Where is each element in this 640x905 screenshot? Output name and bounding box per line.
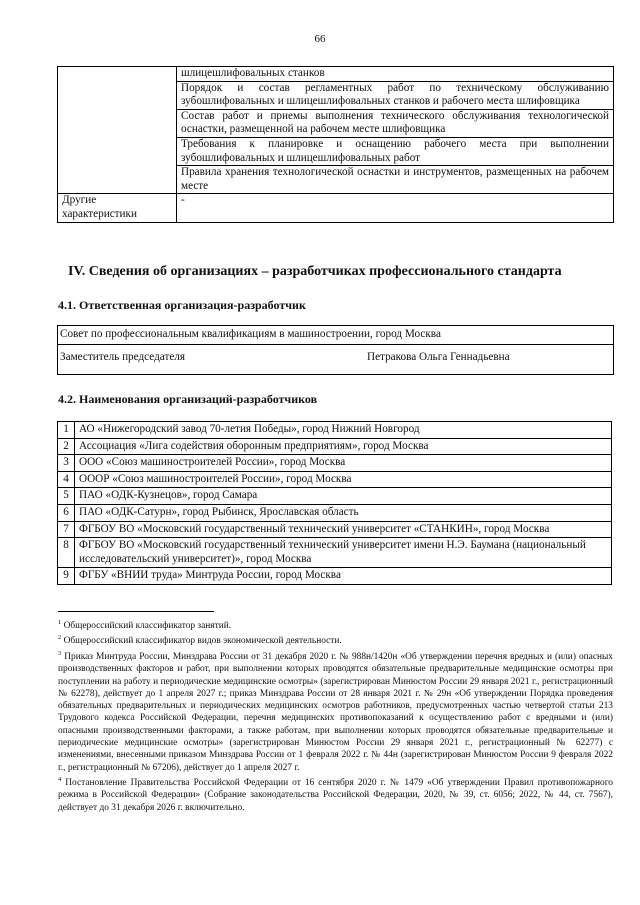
responsible-organization-row xyxy=(58,326,613,345)
footnote-mark: 4 xyxy=(58,775,62,783)
head-name: Петракова Ольга Геннадьевна xyxy=(367,351,510,363)
subsection-heading-developers: 4.2. Наименования организаций-разработчиков xyxy=(58,392,318,406)
footnote-mark: 1 xyxy=(58,619,62,626)
developers-table xyxy=(57,421,612,585)
footnote xyxy=(58,774,613,814)
organization-name: Ассоциация «Лига содействия оборонным предприятиям», город Москва xyxy=(75,438,612,455)
row-number: 8 xyxy=(58,538,75,568)
table-row xyxy=(58,538,612,568)
table-cell-empty xyxy=(58,67,177,194)
table-cell: шлицешлифовальных станков xyxy=(177,67,614,82)
organization-name: ФГБОУ ВО «Московский государственный технический университет «СТАНКИН», город Москва xyxy=(75,521,612,538)
table-row xyxy=(58,471,612,488)
table-cell: Состав работ и приемы выполнения технического обслуживания технологической оснастки, размещенной на рабочем месте шлифовщика xyxy=(177,109,614,137)
page-number: 66 xyxy=(314,33,326,45)
section-title: IV. Сведения об организациях – разработчиках профессионального стандарта xyxy=(68,264,562,279)
organization-name: ПАО «ОДК-Кузнецов», город Самара xyxy=(75,488,612,505)
row-number: 9 xyxy=(58,568,75,585)
organization-name: ОООР «Союз машиностроителей России», город Москва xyxy=(75,471,612,488)
table-row xyxy=(58,488,612,505)
organization-name: ПАО «ОДК-Сатурн», город Рыбинск, Ярославская область xyxy=(75,504,612,521)
table-row xyxy=(58,194,614,222)
row-number: 1 xyxy=(58,422,75,439)
table-cell: Порядок и состав регламентных работ по техническому обслуживанию зубошлифовальных и шлицешлифовальных станков и рабочего места шлифовщика xyxy=(177,81,614,109)
footnote-separator xyxy=(58,611,214,612)
table-cell: Правила хранения технологической оснастки и инструментов, размещенных на рабочем месте xyxy=(177,166,614,194)
subsection-heading-responsible: 4.1. Ответственная организация-разработчик xyxy=(58,298,306,312)
row-number: 2 xyxy=(58,438,75,455)
table-row xyxy=(58,455,612,472)
organization-name: ФГБУ «ВНИИ труда» Минтруда России, город Москва xyxy=(75,568,612,585)
knowledge-table-continuation xyxy=(57,66,614,223)
table-cell: - xyxy=(177,194,614,222)
table-cell: Требования к планировке и оснащению рабочего места при выполнении зубошлифовальных и шлицешлифовальных работ xyxy=(177,137,614,165)
row-number: 7 xyxy=(58,521,75,538)
row-number: 4 xyxy=(58,471,75,488)
table-row xyxy=(58,504,612,521)
organization-name: ФГБОУ ВО «Московский государственный технический университет имени Н.Э. Баумана (национальный исследовательский университет)», город Москва xyxy=(75,538,612,568)
responsible-organization-name: Совет по профессиональным квалификациям в машиностроении, город Москва xyxy=(60,328,441,340)
table-row xyxy=(58,568,612,585)
footnote-text: Общероссийский классификатор видов экономической деятельности. xyxy=(61,636,342,647)
organization-name: АО «Нижегородский завод 70-летия Победы», город Нижний Новгород xyxy=(75,422,612,439)
table-row xyxy=(58,521,612,538)
footnote xyxy=(58,632,613,647)
row-number: 6 xyxy=(58,504,75,521)
footnote-mark: 2 xyxy=(58,634,62,642)
footnote-text: Приказ Минтруда России, Минздрава России от 31 декабря 2020 г. № 988н/1420н «Об утверждении перечня вредных и (или) опасных производственных факторов и работ, при выполнении которых проводятся обязательные предварительные медицинские осмотры при поступлении на работу и периодические медицинские осмотры» (зарегистрирован Минюстом России 29 января 2021 г., регистрационный № 62278), действует до 1 апреля 2027 г.; приказ Минздрава России от 28 января 2021 г. № 29н «Об утверждении Порядка проведения обязательных предварительных и периодических медицинских осмотров работников, предусмотренных частью четвертой статьи 213 Трудового кодекса Российской Федерации, перечня медицинских противопоказаний к осуществлению работ с вредными и (или) опасными производственными факторами, а также работам, при выполнении которых проводятся обязательные предварительные и периодические медицинские осмотры» (зарегистрирован Минюстом России 29 января 2021 г., регистрационный № 62277) с изменениями, внесенными приказом Минздрава России от 1 февраля 2022 г. № 44н (зарегистрирован Минюстом России 9 февраля 2022 г., регистрационный № 67206), действует до 1 апреля 2027 г. xyxy=(58,651,613,773)
footnote xyxy=(58,648,613,774)
table-row xyxy=(58,67,614,82)
footnote-mark: 3 xyxy=(58,649,62,657)
head-position: Заместитель председателя xyxy=(60,351,186,363)
table-row xyxy=(58,422,612,439)
row-number: 5 xyxy=(58,488,75,505)
table-row-label: Другие характеристики xyxy=(58,194,177,222)
footnote-text: Общероссийский классификатор занятий. xyxy=(61,621,232,632)
footnotes xyxy=(58,617,613,814)
row-number: 3 xyxy=(58,455,75,472)
organization-name: ООО «Союз машиностроителей России», город Москва xyxy=(75,455,612,472)
footnote xyxy=(58,617,613,632)
responsible-organization-box xyxy=(57,325,614,375)
footnote-text: Постановление Правительства Российской Федерации от 16 сентября 2020 г. № 1479 «Об утверждении Правил противопожарного режима в Российской Федерации» (Собрание законодательства Российской Федерации, 2020, № 39, ст. 6056; 2022, № 44, ст. 7567), действует до 31 декабря 2026 г. включительно. xyxy=(58,778,613,813)
table-row xyxy=(58,438,612,455)
